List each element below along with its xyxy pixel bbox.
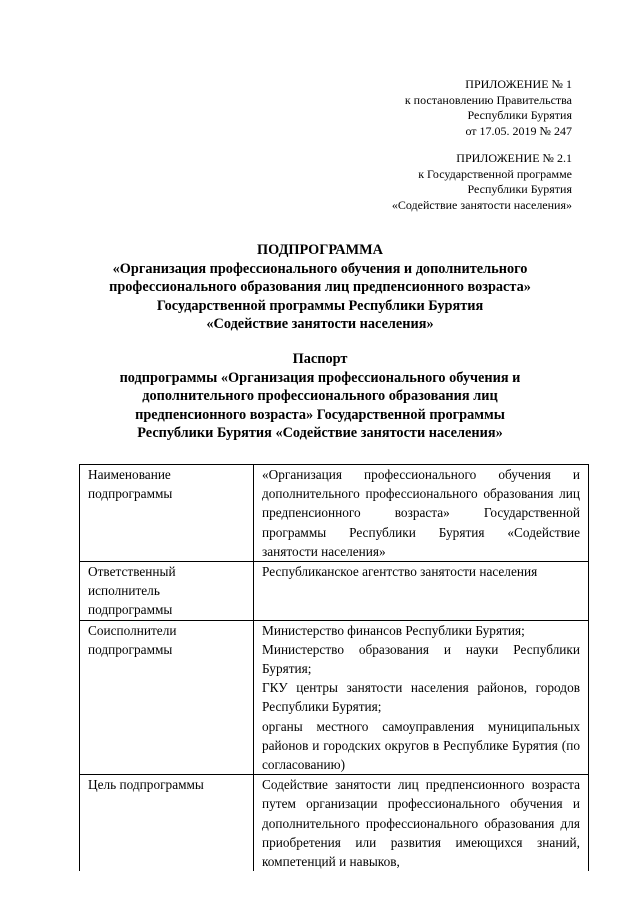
passport-table [79,464,589,871]
row-label-coexecutors: Соисполнители подпрограммы [80,620,254,775]
row-label-responsible: Ответственный исполнитель подпрограммы [80,562,254,621]
table-row [80,775,589,872]
table-row [80,465,589,562]
subprogram-heading-line: профессионального образования лиц предпенсионного возраста» [109,279,531,296]
passport-heading-line: подпрограммы «Организация профессионального обучения и [119,369,521,386]
subprogram-heading-line: «Содействие занятости населения» [206,316,434,333]
appendix-2-line: Республики Бурятия [467,182,572,196]
row-value-text: Содействие занятости лиц предпенсионного возраста путем организации профессионального обучения и дополнительного профессионального образования для приобретения или развития имеющихся знаний, компетенций и навыков, [262,777,580,870]
row-value-text: Министерство образования и науки Республики Бурятия; [262,641,580,677]
appendix-1-block [405,77,572,139]
row-value-text: ГКУ центры занятости населения районов, городов Республики Бурятия; [262,680,580,715]
passport-heading-line: предпенсионного возраста» Государственной программы [135,406,505,423]
table-row [80,620,589,775]
subprogram-heading-line: «Организация профессионального обучения и дополнительного [112,260,528,277]
row-value-text: Министерство финансов Республики Бурятия; [262,622,525,638]
appendix-2-line: «Содействие занятости населения» [391,197,572,212]
row-value-text: «Организация профессионального обучения и дополнительного профессионального образования лиц предпенсионного возраста» Государственной программы Республики Бурятия «Содействие занятости населения» [262,467,580,559]
table-row [80,562,589,621]
appendix-1-title: ПРИЛОЖЕНИЕ № 1 [465,77,572,91]
subprogram-title: ПОДПРОГРАММА [257,242,383,258]
appendix-2-block [392,151,572,213]
row-label-goal: Цель подпрограммы [80,775,254,872]
appendix-2-title: ПРИЛОЖЕНИЕ № 2.1 [456,151,572,165]
appendix-2-line: к Государственной программе [418,166,572,181]
subprogram-heading [70,241,570,334]
row-value-goal [254,775,589,872]
row-value-text: органы местного самоуправления муниципальных районов и городских округов в Республике Бурятия (по согласованию) [262,718,580,773]
row-value-text: Республиканское агентство занятости населения [262,564,538,580]
appendix-1-line: к постановлению Правительства [404,92,572,107]
row-label-name: Наименование подпрограммы [80,465,254,562]
appendix-1-line: от 17.05. 2019 № 247 [465,123,572,138]
passport-heading-line: дополнительного профессионального образования лиц [142,388,498,405]
passport-heading [70,350,570,443]
passport-title: Паспорт [292,351,348,367]
subprogram-heading-line: Государственной программы Республики Бурятия [156,297,484,314]
row-value-responsible [254,562,589,621]
appendix-1-line: Республики Бурятия [467,108,572,122]
passport-heading-line: Республики Бурятия «Содействие занятости населения» [137,425,503,442]
row-value-coexecutors [254,620,589,775]
row-value-name [254,465,589,562]
